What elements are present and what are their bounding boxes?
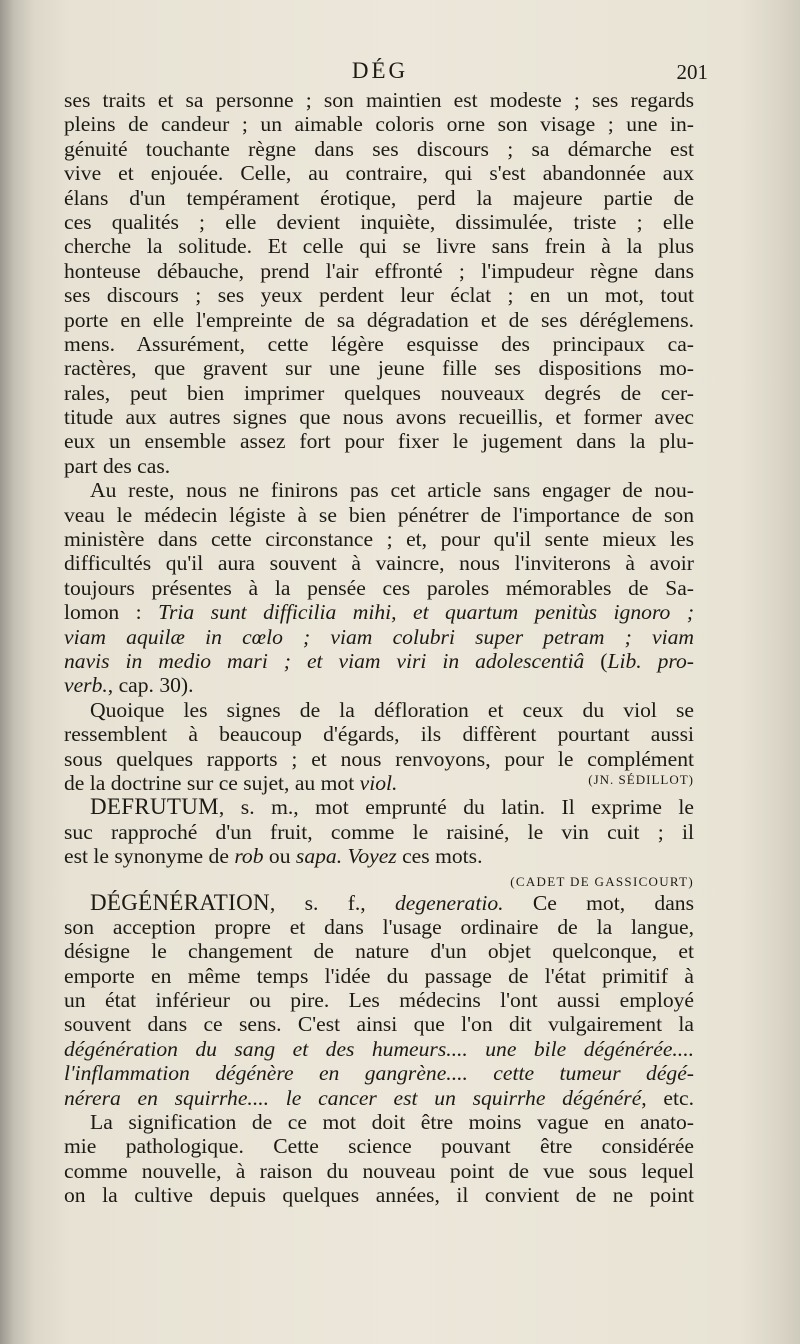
- text-line: ses discours ; ses yeux perdent leur éclat ; en un mot, tout: [64, 283, 694, 308]
- citation: verb.: [64, 673, 108, 698]
- paragraph-viol: [64, 698, 694, 796]
- entry-headword: DEFRUTUM: [90, 794, 219, 820]
- text-segment: , s. f.,: [269, 890, 395, 915]
- text-segment: de la doctrine sur ce sujet, au mot: [64, 770, 360, 795]
- page-number: 201: [676, 60, 708, 84]
- text-line: ses traits et sa personne ; son maintien est modeste ; ses regards: [64, 88, 694, 112]
- term-sapa: sapa.: [295, 844, 343, 869]
- text-segment: [64, 771, 397, 795]
- text-line: mens. Assurément, cette légère esquisse des principaux ca-: [64, 331, 694, 356]
- text-segment: , etc.: [641, 1085, 694, 1110]
- text-segment: , s. m., mot emprunté du latin. Il exprime le: [218, 795, 694, 820]
- text-line: [64, 673, 694, 697]
- page-text: [64, 88, 694, 1208]
- text-line: part des cas.: [64, 453, 171, 478]
- text-segment: Ce mot, dans: [503, 890, 694, 915]
- example-segment: nérera en squirrhe.... le cancer est un squirrhe dégénéré: [64, 1085, 642, 1110]
- term-rob: rob: [234, 844, 264, 869]
- text-line: mie pathologique. Cette science pouvant être considérée: [64, 1134, 694, 1159]
- text-line: [64, 649, 694, 673]
- latin-quote: Tria sunt difficilia mihi, et quartum penitùs ignoro ;: [158, 600, 695, 625]
- text-segment: , cap. 30).: [107, 673, 194, 698]
- text-line: souvent dans ce sens. C'est ainsi que l'on dit vulgairement la: [64, 1012, 694, 1037]
- text-line: génuité touchante règne dans ses discours ; sa démarche est: [64, 136, 694, 161]
- text-line: [64, 795, 694, 819]
- text-line: désigne le changement de nature d'un objet quelconque, et: [64, 939, 694, 964]
- text-line: son acception propre et dans l'usage ordinaire de la langue,: [64, 914, 694, 939]
- text-line: comme nouvelle, à raison du nouveau point de vue sous lequel: [64, 1158, 694, 1183]
- text-line: [64, 600, 694, 624]
- text-line: emporte en même temps l'idée du passage de l'état primitif à: [64, 963, 694, 988]
- text-line: un état inférieur ou pire. Les médecins l'ont aussi employé: [64, 988, 694, 1013]
- latin-quote: navis in medio mari ; et viam viri in adolescentiâ: [64, 648, 585, 673]
- running-head: DÉG: [351, 58, 409, 83]
- author-signature: (CADET DE GASSICOURT): [510, 873, 694, 889]
- text-line: cherche la solitude. Et celle qui se livre sans frein à la plus: [64, 234, 694, 259]
- text-line: suc rapproché d'un fruit, comme le raisiné, le vin cuit ; il: [64, 819, 694, 844]
- text-line: toujours présentes à la pensée ces paroles mémorables de Sa-: [64, 575, 694, 600]
- text-segment: ou: [263, 844, 296, 869]
- example-line: dégénération du sang et des humeurs.... une bile dégénérée....: [64, 1036, 694, 1061]
- text-line: vive et enjouée. Celle, au contraire, qui s'est abandonnée aux: [64, 161, 694, 186]
- text-line: titude aux autres signes que nous avons recueillis, et former avec: [64, 405, 694, 430]
- text-line-with-signature: [64, 771, 694, 795]
- citation: Lib. pro-: [607, 648, 694, 673]
- paragraph-solomon: [64, 478, 694, 698]
- text-line: La signification de ce mot doit être moins vague en anato-: [90, 1110, 694, 1135]
- text-line: [64, 891, 694, 915]
- author-signature: (JN. SÉDILLOT): [588, 771, 694, 787]
- text-line: porte en elle l'empreinte de sa dégradation et de ses déréglemens.: [64, 307, 694, 332]
- text-segment: (: [584, 648, 608, 673]
- text-line: rales, peut bien imprimer quelques nouveaux degrés de cer-: [64, 380, 694, 405]
- text-segment: est le synonyme de: [64, 844, 235, 869]
- text-line: [64, 844, 694, 868]
- text-line: ractères, que gravent sur une jeune fille ses dispositions mo-: [64, 356, 694, 381]
- text-line: honteuse débauche, prend l'air effronté ; l'impudeur règne dans: [64, 258, 694, 283]
- entry-defrutum: [64, 795, 694, 890]
- example-line: l'inflammation dégénère en gangrène.... cette tumeur dégé-: [64, 1061, 694, 1086]
- cross-reference[interactable]: Voyez: [347, 844, 397, 869]
- text-segment: lomon :: [64, 600, 159, 625]
- latin-quote-line: viam aquilæ in cœlo ; viam colubri super petram ; viam: [64, 624, 694, 649]
- text-line: ministère dans cette circonstance ; et, pour qu'il sente mieux les: [64, 527, 694, 552]
- text-line: pleins de candeur ; un aimable coloris orne son visage ; une in-: [64, 112, 694, 137]
- cross-reference[interactable]: viol.: [359, 770, 398, 795]
- paragraph-continuation: [64, 88, 694, 478]
- text-line: élans d'un tempérament érotique, perd la majeure partie de: [64, 185, 694, 210]
- text-line: sous quelques rapports ; et nous renvoyons, pour le complément: [64, 746, 694, 771]
- entry-degeneration: [64, 891, 694, 1111]
- text-line: eux un ensemble assez fort pour fixer le jugement dans la plu-: [64, 429, 694, 454]
- text-line: ces qualités ; elle devient inquiète, dissimulée, triste ; elle: [64, 209, 694, 234]
- text-line: Au reste, nous ne finirons pas cet article sans engager de nou-: [90, 478, 694, 503]
- text-line: ressemblent à beaucoup d'égards, ils diffèrent pourtant aussi: [64, 722, 694, 747]
- paragraph-anatomy: [64, 1110, 694, 1208]
- text-line: [64, 1086, 694, 1110]
- text-line: Quoique les signes de la défloration et ceux du viol se: [90, 697, 694, 722]
- entry-headword: DÉGÉNÉRATION: [90, 889, 270, 915]
- page-header: [60, 58, 708, 88]
- latin-term: degeneratio.: [395, 890, 504, 915]
- text-segment: ces mots.: [396, 844, 483, 869]
- text-line: difficultés qu'il aura souvent à vaincre, nous l'inviterons à avoir: [64, 551, 694, 576]
- text-line: on la cultive depuis quelques années, il convient de ne point: [64, 1183, 694, 1208]
- text-line: veau le médecin légiste à se bien pénétrer de l'importance de son: [64, 502, 694, 527]
